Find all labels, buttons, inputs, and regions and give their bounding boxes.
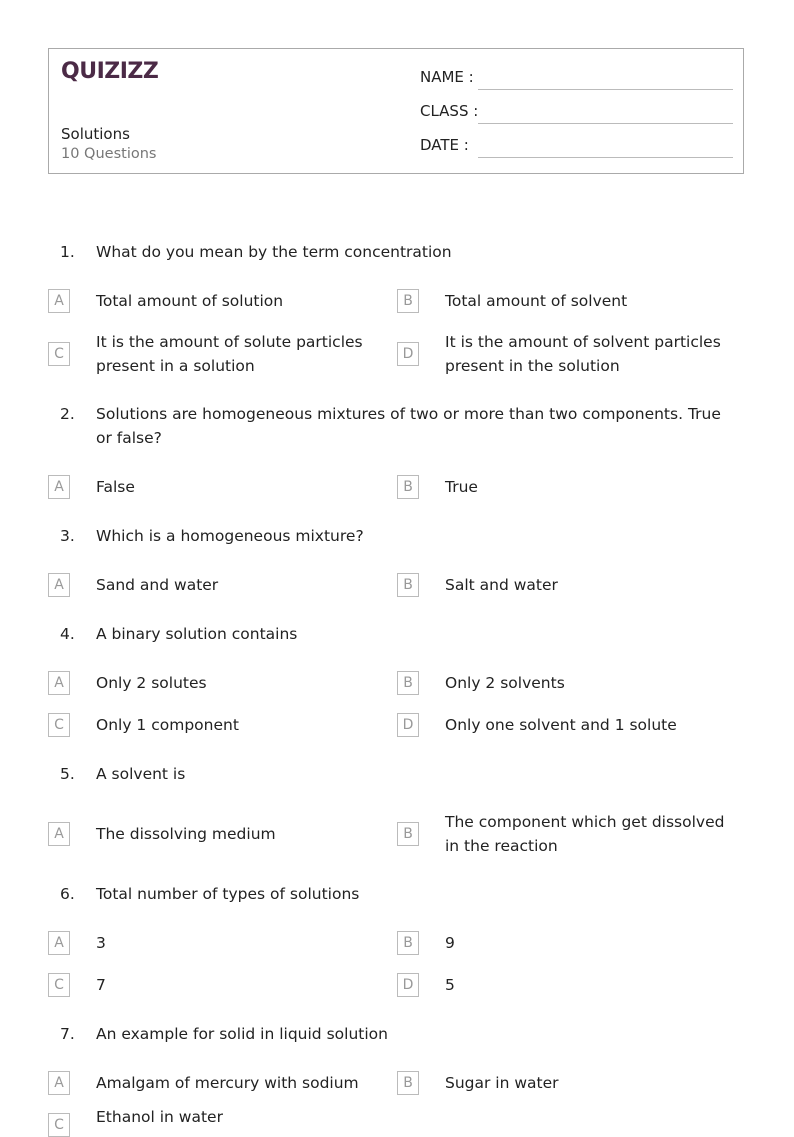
option-text: Total amount of solvent	[445, 292, 628, 310]
option-letter-box: A	[48, 573, 70, 597]
date-line	[478, 157, 733, 158]
option-letter-box: B	[397, 931, 419, 955]
option-letter-box: B	[397, 1071, 419, 1095]
option-letter-box: A	[48, 289, 70, 313]
option-letter-box: A	[48, 475, 70, 499]
option-letter-box: D	[397, 342, 419, 366]
question-number: 4.	[60, 625, 75, 643]
option-text: It is the amount of solvent particles present in the solution	[445, 333, 721, 375]
question-text: Which is a homogeneous mixture?	[96, 527, 364, 545]
option-text: Ethanol in water	[96, 1108, 223, 1126]
option-text: 9	[445, 934, 455, 952]
option-letter-box: D	[397, 973, 419, 997]
worksheet-header	[48, 48, 744, 174]
option-text: Sugar in water	[445, 1074, 559, 1092]
option-letter-box: C	[48, 713, 70, 737]
option-text: Total amount of solution	[96, 292, 284, 310]
option-letter-box: B	[397, 822, 419, 846]
option-text: Salt and water	[445, 576, 558, 594]
class-label: CLASS :	[420, 102, 479, 120]
option-text: Amalgam of mercury with sodium	[96, 1074, 359, 1092]
option-letter-box: A	[48, 931, 70, 955]
question-number: 3.	[60, 527, 75, 545]
question-text: Total number of types of solutions	[96, 885, 360, 903]
option-text: Only one solvent and 1 solute	[445, 716, 677, 734]
date-label: DATE :	[420, 136, 469, 154]
option-letter-box: B	[397, 475, 419, 499]
option-letter-box: B	[397, 573, 419, 597]
option-text: The component which get dissolved in the reaction	[445, 813, 725, 855]
name-line	[478, 89, 733, 90]
option-text: False	[96, 478, 135, 496]
option-letter-box: D	[397, 713, 419, 737]
option-letter-box: C	[48, 342, 70, 366]
question-text: A binary solution contains	[96, 625, 298, 643]
quizizz-logo: QUIZIZZ	[61, 59, 159, 84]
question-text: A solvent is	[96, 765, 186, 783]
option-text: It is the amount of solute particles present in a solution	[96, 333, 363, 375]
option-text: 7	[96, 976, 106, 994]
question-text: What do you mean by the term concentration	[96, 243, 452, 261]
option-text: The dissolving medium	[96, 825, 276, 843]
question-number: 5.	[60, 765, 75, 783]
option-text: 5	[445, 976, 455, 994]
option-letter-box: C	[48, 1113, 70, 1137]
option-text: Only 1 component	[96, 716, 239, 734]
class-line	[478, 123, 733, 124]
question-number: 7.	[60, 1025, 75, 1043]
worksheet-title: Solutions	[61, 125, 130, 143]
option-letter-box: B	[397, 289, 419, 313]
question-number: 1.	[60, 243, 75, 261]
question-text: An example for solid in liquid solution	[96, 1025, 388, 1043]
option-letter-box: A	[48, 1071, 70, 1095]
question-number: 6.	[60, 885, 75, 903]
option-text: Sand and water	[96, 576, 219, 594]
option-text: True	[445, 478, 478, 496]
option-text: 3	[96, 934, 106, 952]
option-letter-box: A	[48, 822, 70, 846]
option-letter-box: C	[48, 973, 70, 997]
option-letter-box: A	[48, 671, 70, 695]
question-number: 2.	[60, 405, 75, 423]
option-letter-box: B	[397, 671, 419, 695]
question-text: Solutions are homogeneous mixtures of two or more than two components. True or false?	[96, 405, 721, 447]
option-text: Only 2 solvents	[445, 674, 565, 692]
name-label: NAME :	[420, 68, 474, 86]
option-text: Only 2 solutes	[96, 674, 207, 692]
question-count: 10 Questions	[61, 146, 157, 162]
